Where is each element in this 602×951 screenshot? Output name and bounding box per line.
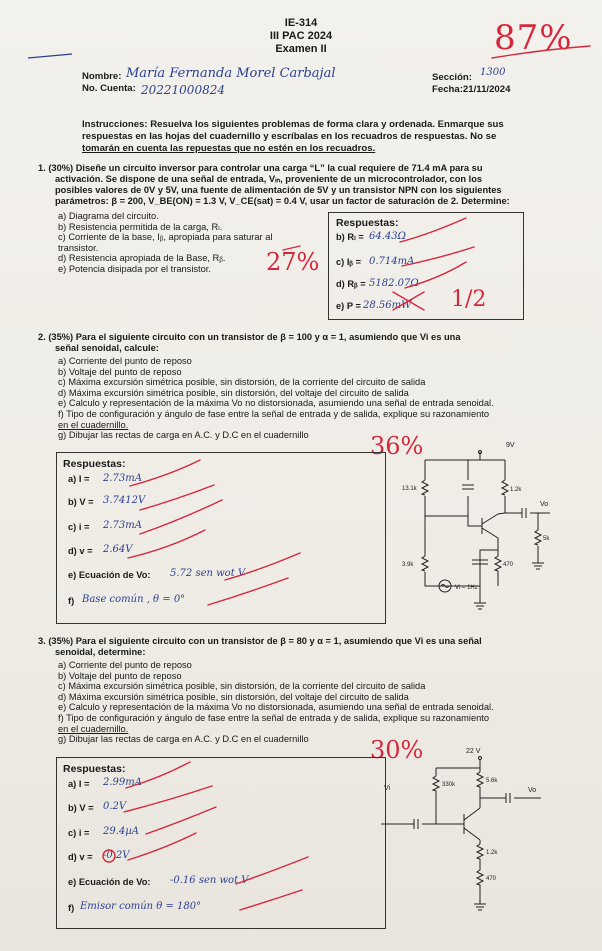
q1-answer-value: 0.714mA bbox=[369, 256, 415, 267]
q3-answer-value: 0.2V bbox=[103, 801, 127, 812]
section-value: 1300 bbox=[480, 67, 506, 78]
q3-item: c) Máxima excursión simétrica posible, sin distorsión, de la corriente del circuito de salida bbox=[58, 681, 426, 692]
q3-vo-label: Vo bbox=[528, 787, 537, 794]
q3-vi-label: Vi bbox=[384, 785, 391, 792]
q2-r2-resistor bbox=[422, 556, 428, 571]
q3-wire bbox=[381, 802, 464, 824]
q1-answer-label: b) Rₗ = bbox=[336, 232, 364, 242]
q2-rc-resistor bbox=[502, 480, 508, 495]
q1-line1: 1. (30%) Diseñe un circuito inversor para controlar una carga “L” la cual requiere de 71.4 mA para su bbox=[38, 163, 483, 173]
q2-r1-label: 13.1k bbox=[402, 486, 417, 492]
q3-answer-value: -0.2V bbox=[103, 850, 130, 861]
q3-line2: senoidal, determine: bbox=[55, 647, 146, 657]
q3-answer-label: f) bbox=[68, 903, 75, 913]
q3-vcc-node bbox=[479, 757, 482, 760]
q3-re1-resistor bbox=[477, 844, 483, 866]
q3-rc-label: 5.6k bbox=[486, 778, 498, 784]
q3-answer-value: 29.4µA bbox=[103, 826, 139, 837]
q2-ground bbox=[532, 563, 544, 569]
q1-line4: parámetros: β = 200, V_BE(ON) = 1.3 V, V_CE(sat) = 0.4 V, usar un factor de saturación de 2. Determine: bbox=[55, 196, 510, 206]
q2-line2: señal senoidal, calcule: bbox=[55, 343, 159, 353]
account-value: 20221000824 bbox=[141, 83, 225, 97]
q2-ground bbox=[474, 603, 486, 609]
q2-answer-value: 2.73mA bbox=[103, 473, 142, 484]
q2-wire bbox=[425, 452, 505, 460]
q2-answer-value: 5.72 sen wot V bbox=[170, 568, 246, 579]
q1-answer-label: c) Iᵦ = bbox=[336, 257, 362, 267]
q2-answer-label: e) Ecuación de Vo: bbox=[68, 570, 151, 580]
q3-item: e) Calculo y representación de la máxima Vo no distorsionada, asumiendo una señal de entrada senoidal. bbox=[58, 702, 494, 713]
q3-item: b) Voltaje del punto de reposo bbox=[58, 670, 182, 681]
q2-vo-label: Vo bbox=[540, 501, 549, 508]
q3-item: d) Máxima excursión simétrica posible, sin distorsión, del voltaje del circuito de salida bbox=[58, 691, 409, 702]
q3-vcc-label: 22 V bbox=[466, 748, 481, 755]
total-grade: 87% bbox=[494, 18, 573, 58]
q2-answer-label: f) bbox=[68, 596, 75, 606]
period: III PAC 2024 bbox=[269, 30, 333, 42]
q2-cap bbox=[462, 485, 474, 489]
q3-re2-label: 470 bbox=[486, 876, 497, 882]
q1-item: d) Resistencia apropiada de la Base, Rᵦ. bbox=[58, 253, 226, 264]
q3-answer-label: d) v = bbox=[68, 852, 93, 862]
instructions-line2: respuestas en las hojas del cuadernillo y escríbalas en los recuadros de respuestas. No se bbox=[82, 131, 497, 142]
q2-score: 36% bbox=[370, 432, 424, 460]
q2-item: b) Voltaje del punto de reposo bbox=[58, 366, 182, 377]
instructions-line1: Instrucciones: Resuelva los siguientes problemas de forma clara y ordenada. Enmarque sus bbox=[82, 119, 504, 130]
q1-answer-label: e) P = bbox=[336, 301, 361, 311]
q2-vcc-label: 9V bbox=[506, 442, 515, 449]
q2-item: a) Corriente del punto de reposo bbox=[58, 356, 192, 366]
q2-rl-label: 5k bbox=[543, 536, 550, 542]
q2-item: en el cuadernillo. bbox=[58, 419, 129, 430]
q3-item: a) Corriente del punto de reposo bbox=[58, 660, 192, 670]
q2-item: g) Dibujar las rectas de carga en A.C. y D.C en el cuadernillo bbox=[58, 430, 309, 441]
q2-transistor bbox=[482, 513, 505, 550]
account-label: No. Cuenta: bbox=[82, 83, 136, 94]
q3-re2-resistor bbox=[477, 866, 483, 894]
section-label: Sección: bbox=[432, 72, 472, 83]
name-label: Nombre: bbox=[82, 71, 122, 82]
name-value: María Fernanda Morel Carbajal bbox=[126, 66, 336, 81]
instructions-line3: tomarán en cuenta las repuestas que no estén en los recuadros. bbox=[82, 143, 376, 154]
q1-answer-label: d) Rᵦ = bbox=[336, 279, 366, 289]
q1-item: a) Diagrama del circuito. bbox=[58, 211, 159, 221]
q1-answers-title: Respuestas: bbox=[336, 217, 399, 229]
q2-rc-label: 1.2k bbox=[510, 487, 522, 493]
q3-line1: 3. (35%) Para el siguiente circuito con un transistor de β = 80 y α = 1, asumiendo que Vi es una señal bbox=[38, 636, 482, 646]
q2-items bbox=[58, 356, 494, 441]
q2-wire bbox=[468, 516, 482, 526]
q2-answer-value: 2.64V bbox=[103, 544, 133, 555]
q3-item: f) Tipo de configuración y ángulo de fase entre la señal de entrada y de salida, explique su razonamiento bbox=[58, 712, 490, 723]
q2-r2-label: 3.9k bbox=[402, 562, 414, 568]
date-label: Fecha:21/11/2024 bbox=[432, 84, 511, 95]
q3-transistor bbox=[464, 806, 480, 840]
q1-answer-value: 64.43Ω bbox=[369, 231, 406, 242]
q3-in-cap bbox=[414, 819, 418, 829]
q3-item: g) Dibujar las rectas de carga en A.C. y D.C en el cuadernillo bbox=[58, 734, 309, 745]
q2-answer-label: c) i = bbox=[68, 522, 90, 532]
q3-answer-label: c) i = bbox=[68, 828, 90, 838]
q2-rl-resistor bbox=[535, 530, 541, 545]
q3-answer-label: b) V = bbox=[68, 803, 94, 813]
course-code: IE-314 bbox=[284, 17, 318, 29]
q3-answer-value: -0.16 sen wot V bbox=[170, 875, 249, 886]
q3-out-cap bbox=[506, 793, 510, 803]
q2-answer-label: d) v = bbox=[68, 546, 93, 556]
q3-rb-label: 330k bbox=[442, 782, 456, 788]
q3-circuit bbox=[376, 742, 556, 922]
q1-partial-mark: 1/2 bbox=[451, 287, 487, 312]
q2-answer-label: b) V = bbox=[68, 497, 94, 507]
q2-wire bbox=[425, 460, 468, 516]
q1-item: e) Potencia disipada por el transistor. bbox=[58, 263, 211, 274]
q2-line1: 2. (35%) Para el siguiente circuito con un transistor de β = 100 y α = 1, asumiendo que Vi es una bbox=[38, 332, 461, 342]
q1-item: c) Corriente de la base, Iᵦ, apropiada para saturar al bbox=[58, 232, 273, 243]
q2-answer-label: a) I = bbox=[68, 474, 90, 484]
q1-answer-value: 5182.07Ω bbox=[369, 278, 419, 289]
q3-answers-title: Respuestas: bbox=[63, 763, 126, 775]
q3-answer-value: Emisor común θ = 180° bbox=[80, 901, 202, 912]
q3-re1-label: 1.2k bbox=[486, 850, 498, 856]
q3-items bbox=[58, 660, 494, 745]
q2-answers-title: Respuestas: bbox=[63, 458, 126, 470]
q2-re-label: 470 bbox=[503, 562, 514, 568]
exam-title: Examen II bbox=[275, 43, 327, 55]
q2-out-cap bbox=[522, 508, 526, 518]
q2-source-label: Vi = 1Hz bbox=[455, 585, 478, 591]
q2-item: d) Máxima excursión simétrica posible, sin distorsión, del voltaje del circuito de salida bbox=[58, 387, 409, 398]
q2-re-resistor bbox=[495, 550, 501, 586]
q2-answer-value: 3.7412V bbox=[103, 495, 146, 506]
q3-score: 30% bbox=[370, 736, 424, 764]
q1-item: transistor. bbox=[58, 242, 99, 253]
q2-answer-value: Base común , θ = 0° bbox=[82, 594, 186, 605]
q3-ground bbox=[474, 904, 486, 910]
q3-wire bbox=[436, 760, 480, 768]
q2-item: f) Tipo de configuración y ángulo de fase entre la señal de entrada y de salida, explique su razonamiento bbox=[58, 408, 490, 419]
q1-items bbox=[58, 211, 272, 275]
q1-line2: activación. Se dispone de una señal de entrada, Vᵢₙ, proveniente de un microcontrolador, con los bbox=[55, 174, 483, 184]
q1-line3: posibles valores de 0V y 5V, una fuente de alimentación de 5V y un transistor NPN con los siguientes bbox=[55, 185, 502, 195]
q3-answer-label: e) Ecuación de Vo: bbox=[68, 877, 151, 887]
q3-item: en el cuadernillo. bbox=[58, 723, 129, 734]
q3-answer-value: 2.99mA bbox=[103, 777, 142, 788]
q1-item: b) Resistencia permitida de la carga, Rₗ. bbox=[58, 221, 223, 232]
q2-r1-resistor bbox=[422, 480, 428, 495]
q2-item: e) Calculo y representación de la máxima Vo no distorsionada, asumiendo una señal de entrada senoidal. bbox=[58, 398, 494, 409]
q1-answer-value: 28.56mW bbox=[363, 300, 412, 311]
q2-answer-value: 2.73mA bbox=[103, 520, 142, 531]
q3-rc-resistor bbox=[477, 772, 483, 798]
q3-answer-label: a) I = bbox=[68, 779, 90, 789]
q2-item: c) Máxima excursión simétrica posible, sin distorsión, de la corriente del circuito de salida bbox=[58, 377, 426, 388]
q1-score: 27% bbox=[266, 248, 320, 276]
q3-rb-resistor bbox=[433, 776, 439, 802]
q2-circuit bbox=[390, 438, 560, 638]
